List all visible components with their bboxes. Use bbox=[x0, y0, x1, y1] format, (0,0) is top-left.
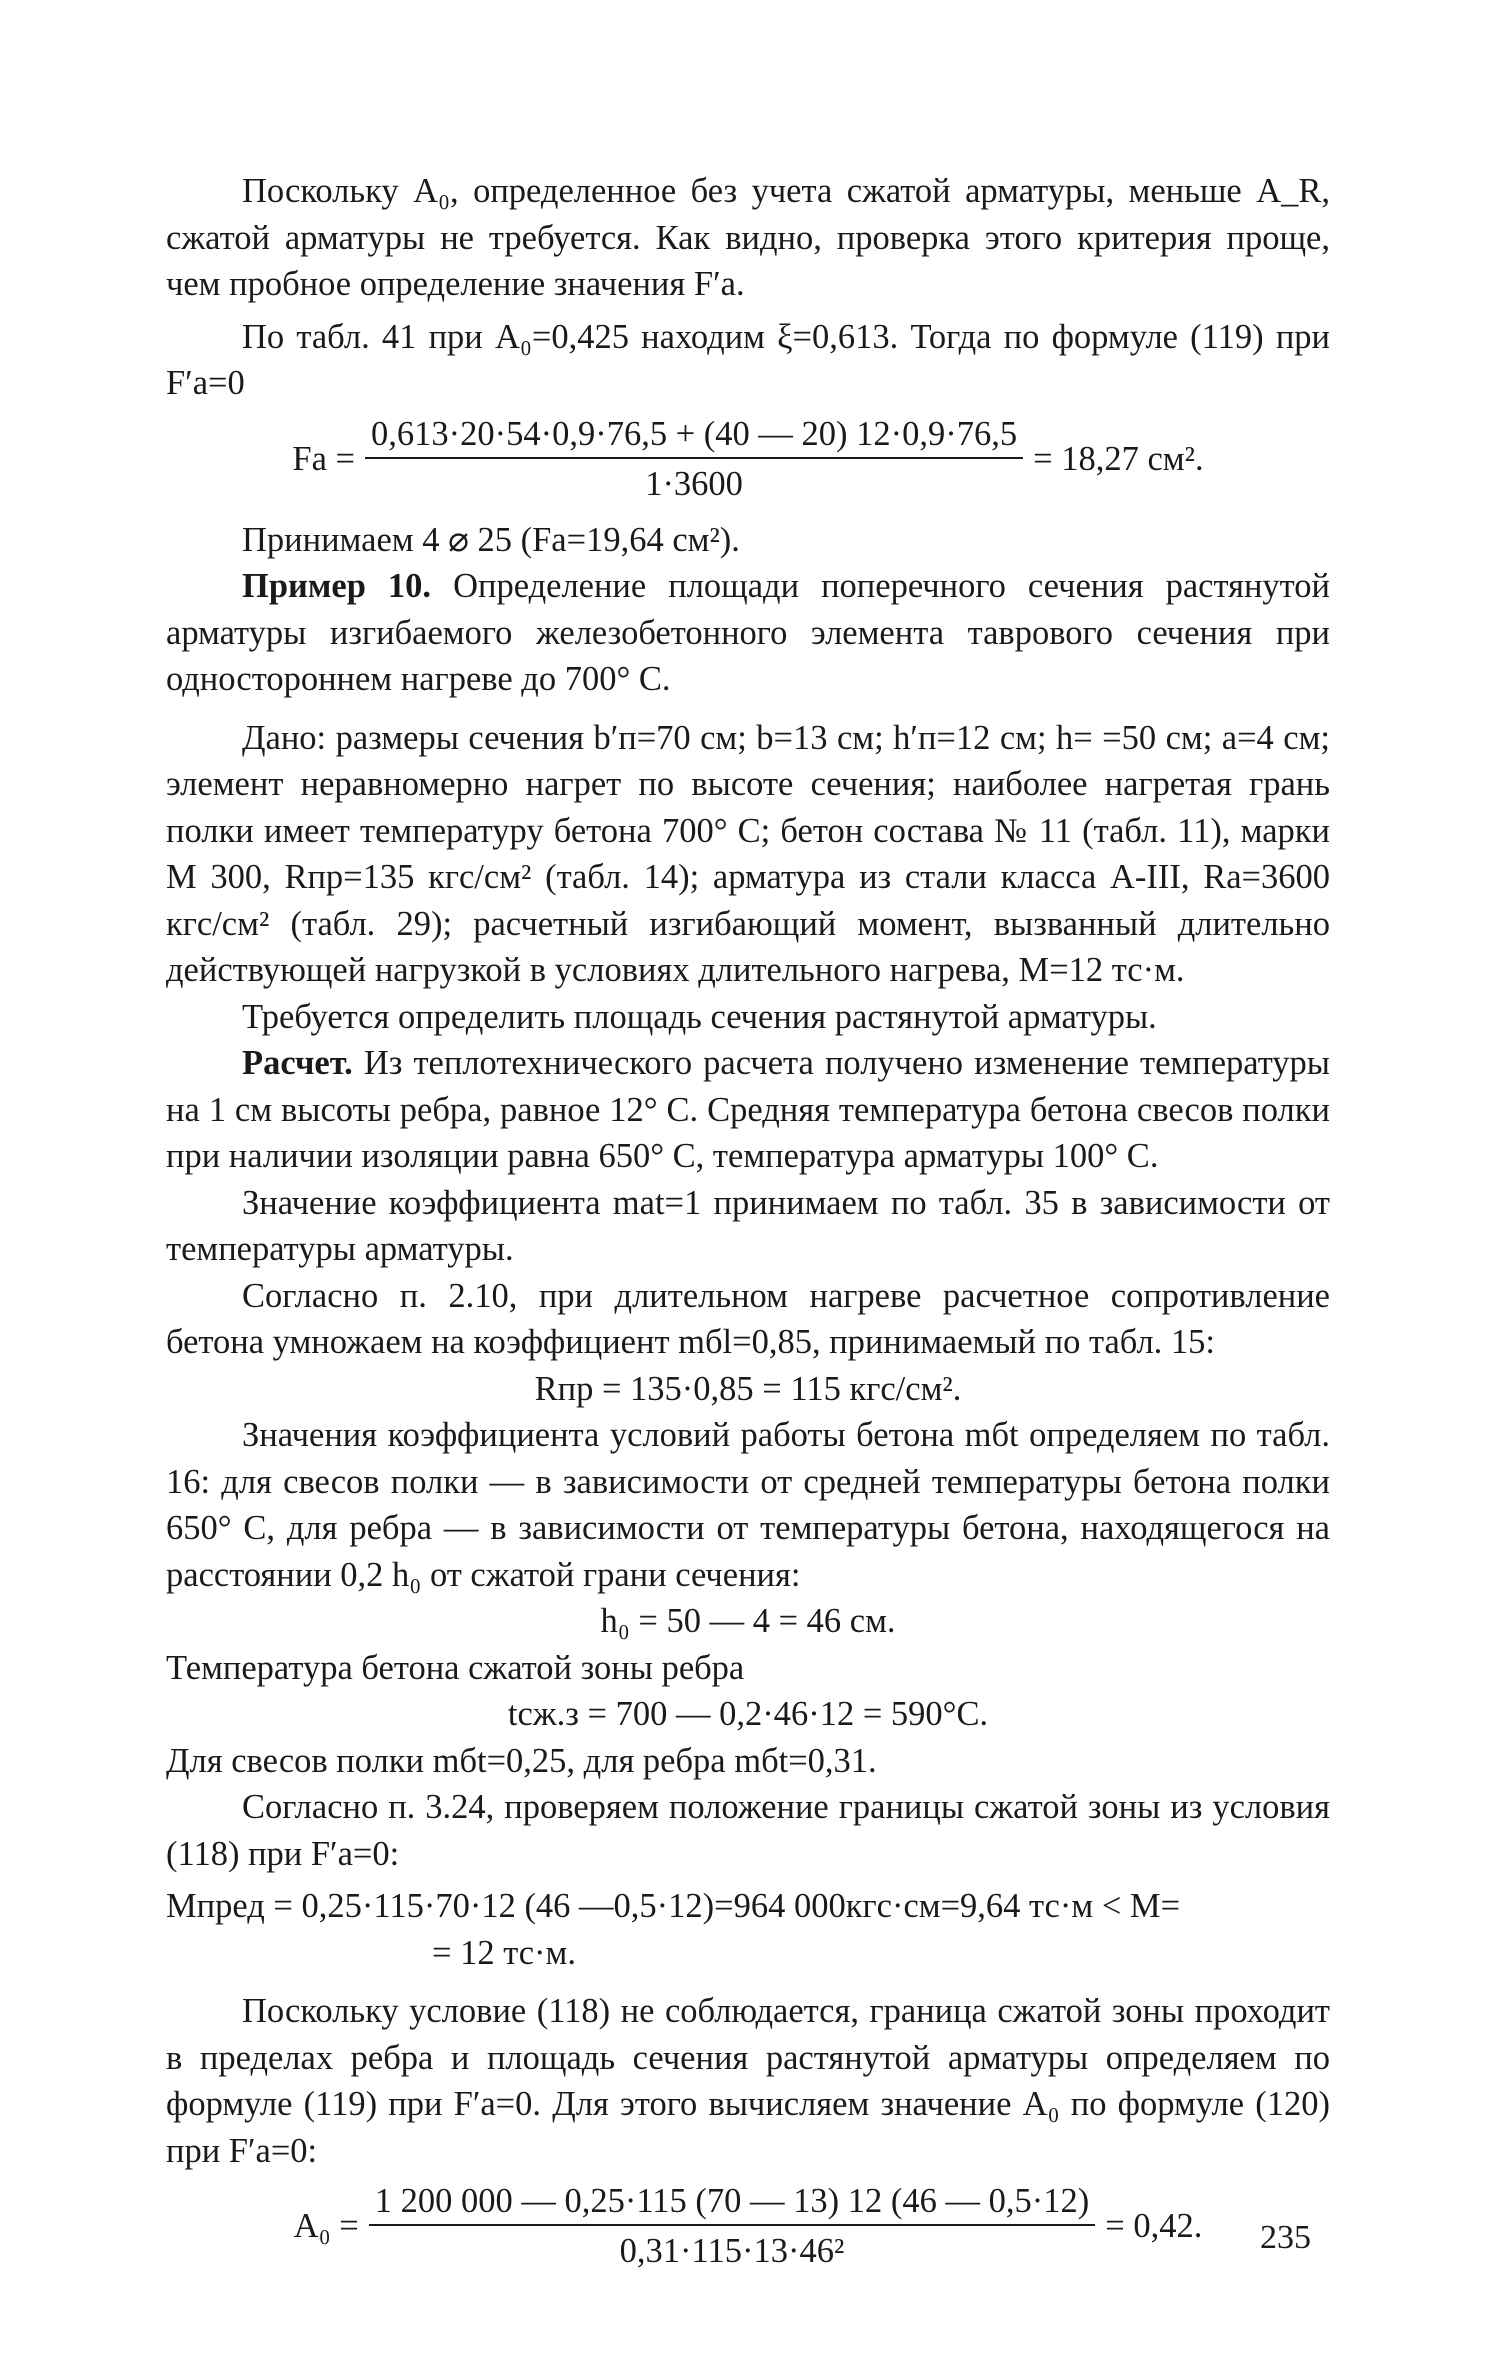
formula-t-compressed: tсж.з = 700 — 0,2·46·12 = 590°С. bbox=[507, 1695, 989, 1733]
formula-fa-lhs: Fa = bbox=[292, 439, 355, 478]
formula-a0-lhs: A₀ = bbox=[293, 2207, 359, 2245]
formula-a0-denominator: 0,31·115·13·46² bbox=[619, 2232, 845, 2270]
paragraph-example-10 bbox=[166, 563, 1330, 703]
formula-mpred-line-1: Mпред = 0,25·115·70·12 (46 —0,5·12)=964 000кгс·см=9,64 тс·м < M= bbox=[166, 1887, 1181, 1925]
formula-a0-result: = 0,42. bbox=[1105, 2207, 1203, 2245]
formula-fa-fraction bbox=[365, 413, 1023, 505]
paragraph-coefficient: Значение коэффициента mat=1 принимаем по табл. 35 в зависимости от температуры арматуры. bbox=[166, 1183, 1330, 1268]
formula-a0-numerator: 1 200 000 — 0,25·115 (70 — 13) 12 (46 — 0,5·12) bbox=[369, 2180, 1096, 2226]
paragraph-2: По табл. 41 при A₀=0,425 находим ξ=0,613. Тогда по формуле (119) при F′a=0 bbox=[166, 317, 1330, 402]
formula-fa-numerator: 0,613·20·54·0,9·76,5 + (40 — 20) 12·0,9·76,5 bbox=[365, 413, 1023, 459]
paragraph-3: Принимаем 4 ⌀ 25 (Fa=19,64 см²). bbox=[242, 520, 740, 559]
paragraph-condition-not-met: Поскольку условие (118) не соблюдается, граница сжатой зоны проходит в пределах ребра и площадь сечения растянутой арматуры определяем по формуле (119) при F′a=0. Для этого вычисляем значение A₀ по формуле (120) при F′a=0: bbox=[166, 1992, 1330, 2170]
formula-fa-result: = 18,27 см². bbox=[1033, 439, 1204, 478]
paragraph-calculation bbox=[166, 1040, 1330, 1180]
formula-fa bbox=[166, 413, 1330, 505]
paragraph-long-heating: Согласно п. 2.10, при длительном нагреве расчетное сопротивление бетона умножаем на коэффициент mбl=0,85, принимаемый по табл. 15: bbox=[166, 1276, 1330, 1361]
page-number: 235 bbox=[1260, 2219, 1311, 2256]
formula-a0-fraction bbox=[369, 2180, 1096, 2272]
formula-a0 bbox=[166, 2180, 1330, 2272]
formula-h0: h₀ = 50 — 4 = 46 см. bbox=[600, 1602, 896, 1640]
calculation-heading: Расчет. bbox=[242, 1044, 353, 1082]
paragraph-given: Дано: размеры сечения b′п=70 см; b=13 см; h′п=12 см; h= =50 см; a=4 см; элемент неравномерно нагрет по высоте сечения; наиболее нагретая грань полки имеет температуру бетона 700° С; бетон состава № 11 (табл. 11), марки М 300, Rпр=135 кгс/см² (табл. 14); арматура из стали класса А-III, Ra=3600 кгс/см² (табл. 29); расчетный изгибающий момент, вызванный длительно действующей нагрузкой в условиях длительного нагрева, M=12 тс·м. bbox=[166, 718, 1330, 989]
formula-fa-denominator: 1·3600 bbox=[645, 464, 743, 503]
formula-mpred-line-2: = 12 тс·м. bbox=[432, 1933, 576, 1972]
paragraph-boundary-check: Согласно п. 3.24, проверяем положение границы сжатой зоны из условия (118) при F′a=0: bbox=[166, 1788, 1330, 1873]
paragraph-1: Поскольку A₀, определенное без учета сжатой арматуры, меньше A_R, сжатой арматуры не требуется. Как видно, проверка этого критерия проще, чем пробное определение значения F′a. bbox=[166, 172, 1330, 303]
paragraph-work-conditions: Значения коэффициента условий работы бетона mбt определяем по табл. 16: для свесов полки — в зависимости от средней температуры бетона полки 650° С, для ребра — в зависимости от температуры бетона, находящегося на расстоянии 0,2 h₀ от сжатой грани сечения: bbox=[166, 1416, 1330, 1594]
calculation-text: Из теплотехнического расчета получено изменение температуры на 1 см высоты ребра, равное 12° С. Средняя температура бетона свесов полки при наличии изоляции равна 650° С, температура арматуры 100° С. bbox=[166, 1044, 1330, 1175]
example-heading: Пример 10. bbox=[242, 567, 432, 605]
paragraph-rib-temperature: Температура бетона сжатой зоны ребра bbox=[166, 1648, 745, 1687]
example-description: Определение площади поперечного сечения растянутой арматуры изгибаемого железобетонного элемента таврового сечения при одностороннем нагреве до 700° С. bbox=[166, 567, 1330, 698]
paragraph-m-values: Для свесов полки mбt=0,25, для ребра mбt=0,31. bbox=[166, 1741, 877, 1780]
paragraph-required: Требуется определить площадь сечения растянутой арматуры. bbox=[242, 997, 1157, 1036]
formula-rpr: Rпр = 135·0,85 = 115 кгс/см². bbox=[534, 1369, 962, 1408]
